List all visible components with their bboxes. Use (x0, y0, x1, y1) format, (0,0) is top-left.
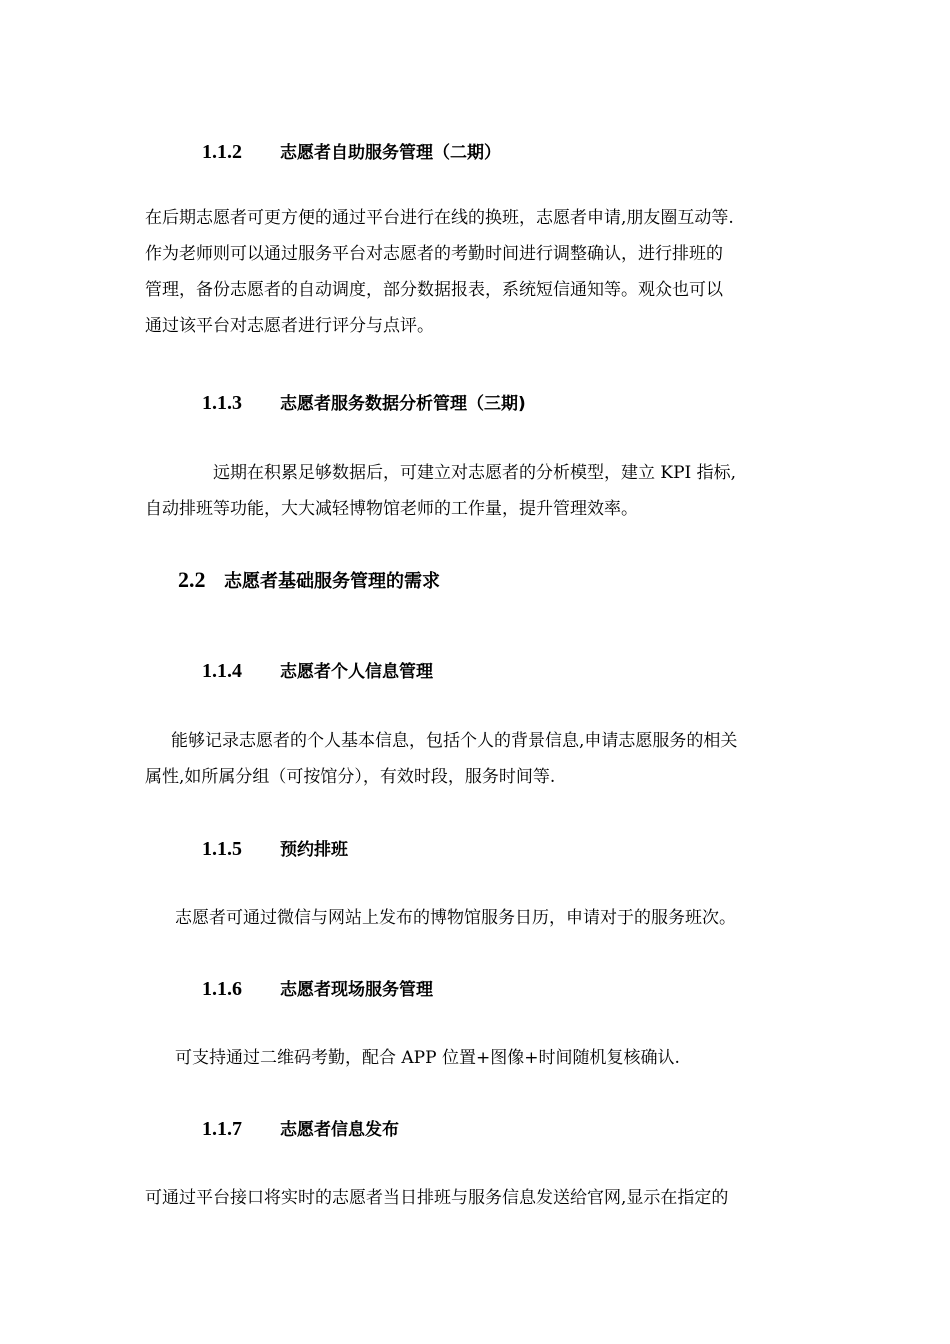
paragraph-line: 管理，备份志愿者的自动调度，部分数据报表，系统短信通知等。观众也可以 (145, 280, 723, 300)
section-heading-1-1-3 (202, 389, 526, 415)
paragraph-info-publishing (145, 1180, 810, 1216)
paragraph-line: 能够记录志愿者的个人基本信息，包括个人的背景信息,申请志愿服务的相关 (171, 731, 738, 751)
section-number: 1.1.7 (202, 1118, 242, 1140)
section-title: 志愿者个人信息管理 (280, 662, 433, 682)
section-title: 志愿者信息发布 (280, 1120, 399, 1140)
paragraph-line: 志愿者可通过微信与网站上发布的博物馆服务日历，申请对于的服务班次。 (175, 908, 736, 928)
paragraph-line: 作为老师则可以通过服务平台对志愿者的考勤时间进行调整确认，进行排班的 (145, 244, 723, 264)
section-number: 1.1.6 (202, 978, 242, 1000)
section-number: 1.1.3 (202, 392, 242, 414)
section-heading-1-1-4 (202, 657, 433, 683)
section-heading-1-1-7 (202, 1115, 399, 1141)
paragraph-line: 在后期志愿者可更方便的通过平台进行在线的换班，志愿者申请,朋友圈互动等. (145, 208, 734, 228)
section-heading-1-1-5 (202, 835, 348, 861)
paragraph-line: 可通过平台接口将实时的志愿者当日排班与服务信息发送给官网,显示在指定的 (145, 1188, 729, 1208)
paragraph-line: 通过该平台对志愿者进行评分与点评。 (145, 316, 434, 336)
paragraph-line: 可支持通过二维码考勤，配合 APP 位置+图像+时间随机复核确认. (175, 1048, 680, 1068)
paragraph-line: 自动排班等功能，大大减轻博物馆老师的工作量，提升管理效率。 (145, 499, 638, 519)
paragraph-scheduling (145, 900, 810, 936)
paragraph-data-analysis (145, 455, 810, 527)
section-heading-1-1-6 (202, 975, 433, 1001)
section-number: 1.1.5 (202, 838, 242, 860)
section-title: 志愿者服务数据分析管理（三期) (280, 394, 526, 414)
section-number: 1.1.2 (202, 141, 242, 163)
section-title: 志愿者现场服务管理 (280, 980, 433, 1000)
paragraph-personal-info (145, 723, 810, 795)
paragraph-line: 属性,如所属分组（可按馆分），有效时段，服务时间等. (145, 767, 556, 787)
section-heading-2-2 (178, 567, 440, 593)
paragraph-line: 远期在积累足够数据后，可建立对志愿者的分析模型，建立 KPI 指标, (213, 463, 737, 483)
section-title: 志愿者自助服务管理（二期） (280, 143, 501, 163)
paragraph-self-service (145, 200, 810, 344)
section-number: 2.2 (178, 567, 206, 592)
section-title: 预约排班 (280, 840, 348, 860)
paragraph-onsite-service (145, 1040, 810, 1076)
section-title: 志愿者基础服务管理的需求 (224, 571, 440, 592)
section-heading-1-1-2 (202, 138, 501, 164)
section-number: 1.1.4 (202, 660, 242, 682)
